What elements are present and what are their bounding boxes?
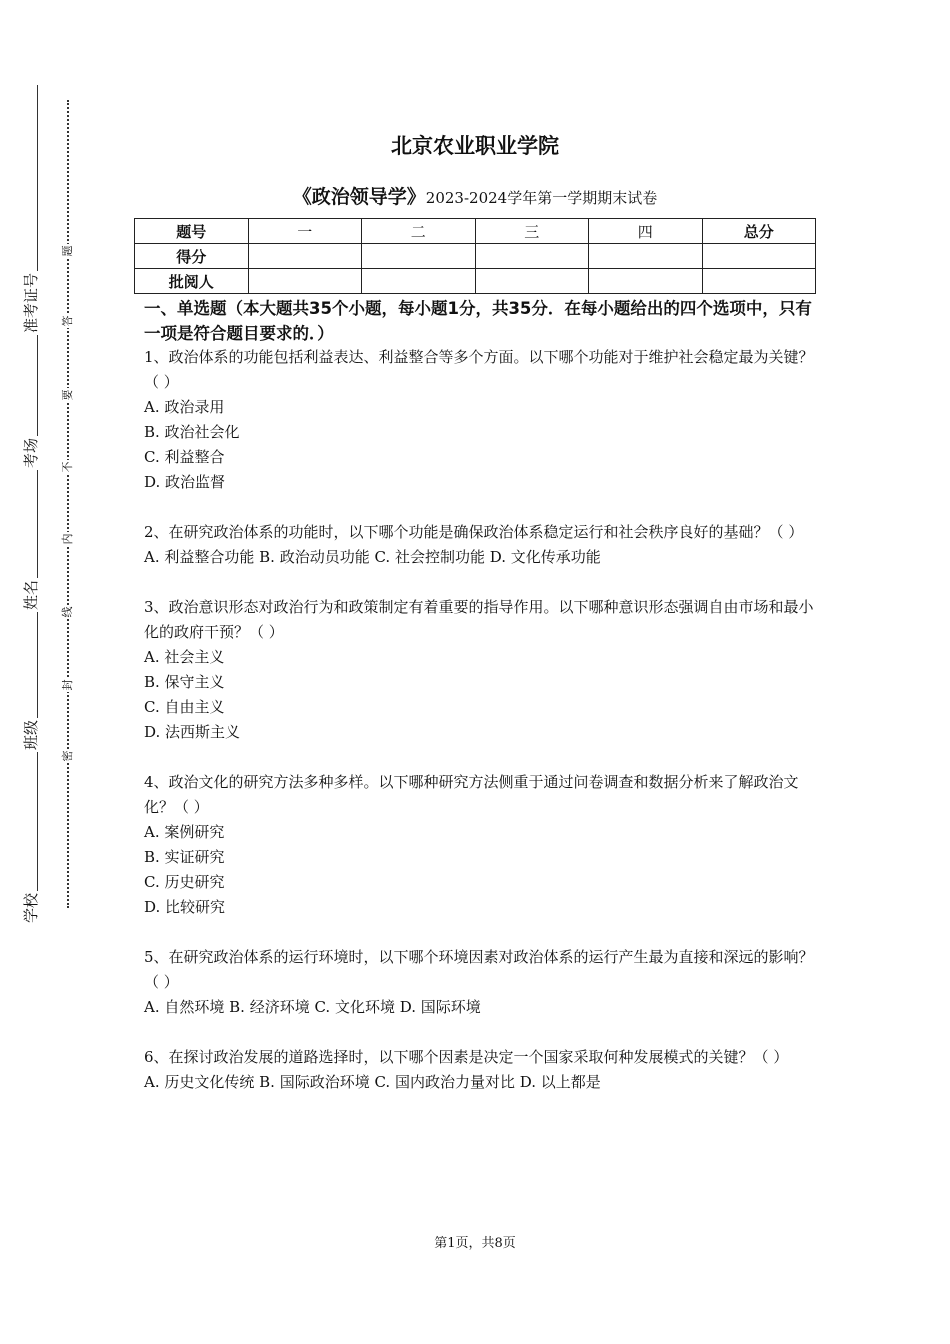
score-table-header-row (135, 219, 816, 244)
field-admission-number: 准考证号 (22, 272, 40, 333)
question-stem: 3、政治意识形态对政治行为和政策制定有着重要的指导作用。以下哪种意识形态强调自由市场和最小化的政府干预？（ ） (144, 598, 814, 641)
seal-char: 内 (61, 533, 74, 545)
score-cell (362, 244, 476, 269)
question-option: A. 历史文化传统 B. 国际政治环境 C. 国内政治力量对比 D. 以上都是 (144, 1073, 601, 1091)
question-option: A. 社会主义 (144, 648, 225, 666)
score-header-cell: 一 (248, 219, 362, 244)
term-label: 2023-2024学年第一学期期末试卷 (425, 189, 658, 207)
question (144, 1045, 816, 1095)
question-stem: 4、政治文化的研究方法多种多样。以下哪种研究方法侧重于通过问卷调查和数据分析来了解政治文化？（ ） (144, 773, 799, 816)
grader-row (135, 269, 816, 294)
seal-char: 线 (61, 606, 74, 618)
field-school: 学校 (22, 892, 40, 923)
score-cell (475, 244, 589, 269)
seal-char: 要 (61, 389, 74, 401)
score-header-cell: 题号 (135, 219, 249, 244)
seal-char: 题 (61, 245, 74, 257)
question (144, 945, 816, 1020)
grader-cell (589, 269, 703, 294)
question-option: B. 保守主义 (144, 673, 225, 691)
score-header-cell: 四 (589, 219, 703, 244)
field-exam-room: 考场 (22, 437, 40, 468)
page-number: 第1页，共8页 (434, 1236, 516, 1251)
score-header-cell: 二 (362, 219, 476, 244)
course-name: 《政治领导学》 (292, 186, 426, 208)
score-table (134, 218, 816, 294)
question-option: A. 案例研究 (144, 823, 225, 841)
seal-char: 不 (61, 461, 74, 473)
grader-cell (362, 269, 476, 294)
question (144, 520, 816, 570)
section-title: 一、单选题（本大题共35个小题，每小题1分，共35分．在每小题给出的四个选项中，只有一项是符合题目要求的．） (144, 299, 812, 343)
seal-char: 密 (61, 750, 74, 762)
question-stem: 5、在研究政治体系的运行环境时，以下哪个环境因素对政治体系的运行产生最为直接和深远的影响？（ ） (144, 948, 814, 991)
question-stem: 2、在研究政治体系的功能时，以下哪个功能是确保政治体系稳定运行和社会秩序良好的基础？（ ） (144, 523, 804, 541)
score-header-cell: 三 (475, 219, 589, 244)
field-class: 班级 (22, 719, 40, 750)
question (144, 770, 816, 920)
question-option: C. 利益整合 (144, 448, 225, 466)
question-option: D. 比较研究 (144, 898, 226, 916)
question-list (144, 345, 816, 1120)
school-title: 北京农业职业学院 (391, 134, 559, 158)
score-cell (248, 244, 362, 269)
question-option: A. 自然环境 B. 经济环境 C. 文化环境 D. 国际环境 (144, 998, 481, 1016)
question (144, 595, 816, 745)
grader-cell (702, 269, 816, 294)
question-stem: 1、政治体系的功能包括利益表达、利益整合等多个方面。以下哪个功能对于维护社会稳定最为关键？（ ） (144, 348, 814, 391)
exam-title (0, 182, 950, 209)
grader-row-label: 批阅人 (135, 269, 249, 294)
binding-solid-line (37, 85, 38, 925)
score-cell (702, 244, 816, 269)
question-option: C. 自由主义 (144, 698, 225, 716)
grader-cell (475, 269, 589, 294)
score-row (135, 244, 816, 269)
question-option: B. 实证研究 (144, 848, 225, 866)
binding-dotted-line (67, 100, 69, 908)
score-header-cell: 总分 (702, 219, 816, 244)
question-option: A. 政治录用 (144, 398, 225, 416)
question-option: D. 政治监督 (144, 473, 226, 491)
question (144, 345, 816, 495)
question-option: C. 历史研究 (144, 873, 225, 891)
seal-char: 封 (61, 679, 74, 691)
grader-cell (248, 269, 362, 294)
score-cell (589, 244, 703, 269)
question-option: D. 法西斯主义 (144, 723, 241, 741)
seal-char: 答 (61, 315, 74, 327)
field-name: 姓名 (22, 579, 40, 610)
question-stem: 6、在探讨政治发展的道路选择时，以下哪个因素是决定一个国家采取何种发展模式的关键？（ ） (144, 1048, 789, 1066)
score-row-label: 得分 (135, 244, 249, 269)
question-option: A. 利益整合功能 B. 政治动员功能 C. 社会控制功能 D. 文化传承功能 (144, 548, 601, 566)
question-option: B. 政治社会化 (144, 423, 240, 441)
